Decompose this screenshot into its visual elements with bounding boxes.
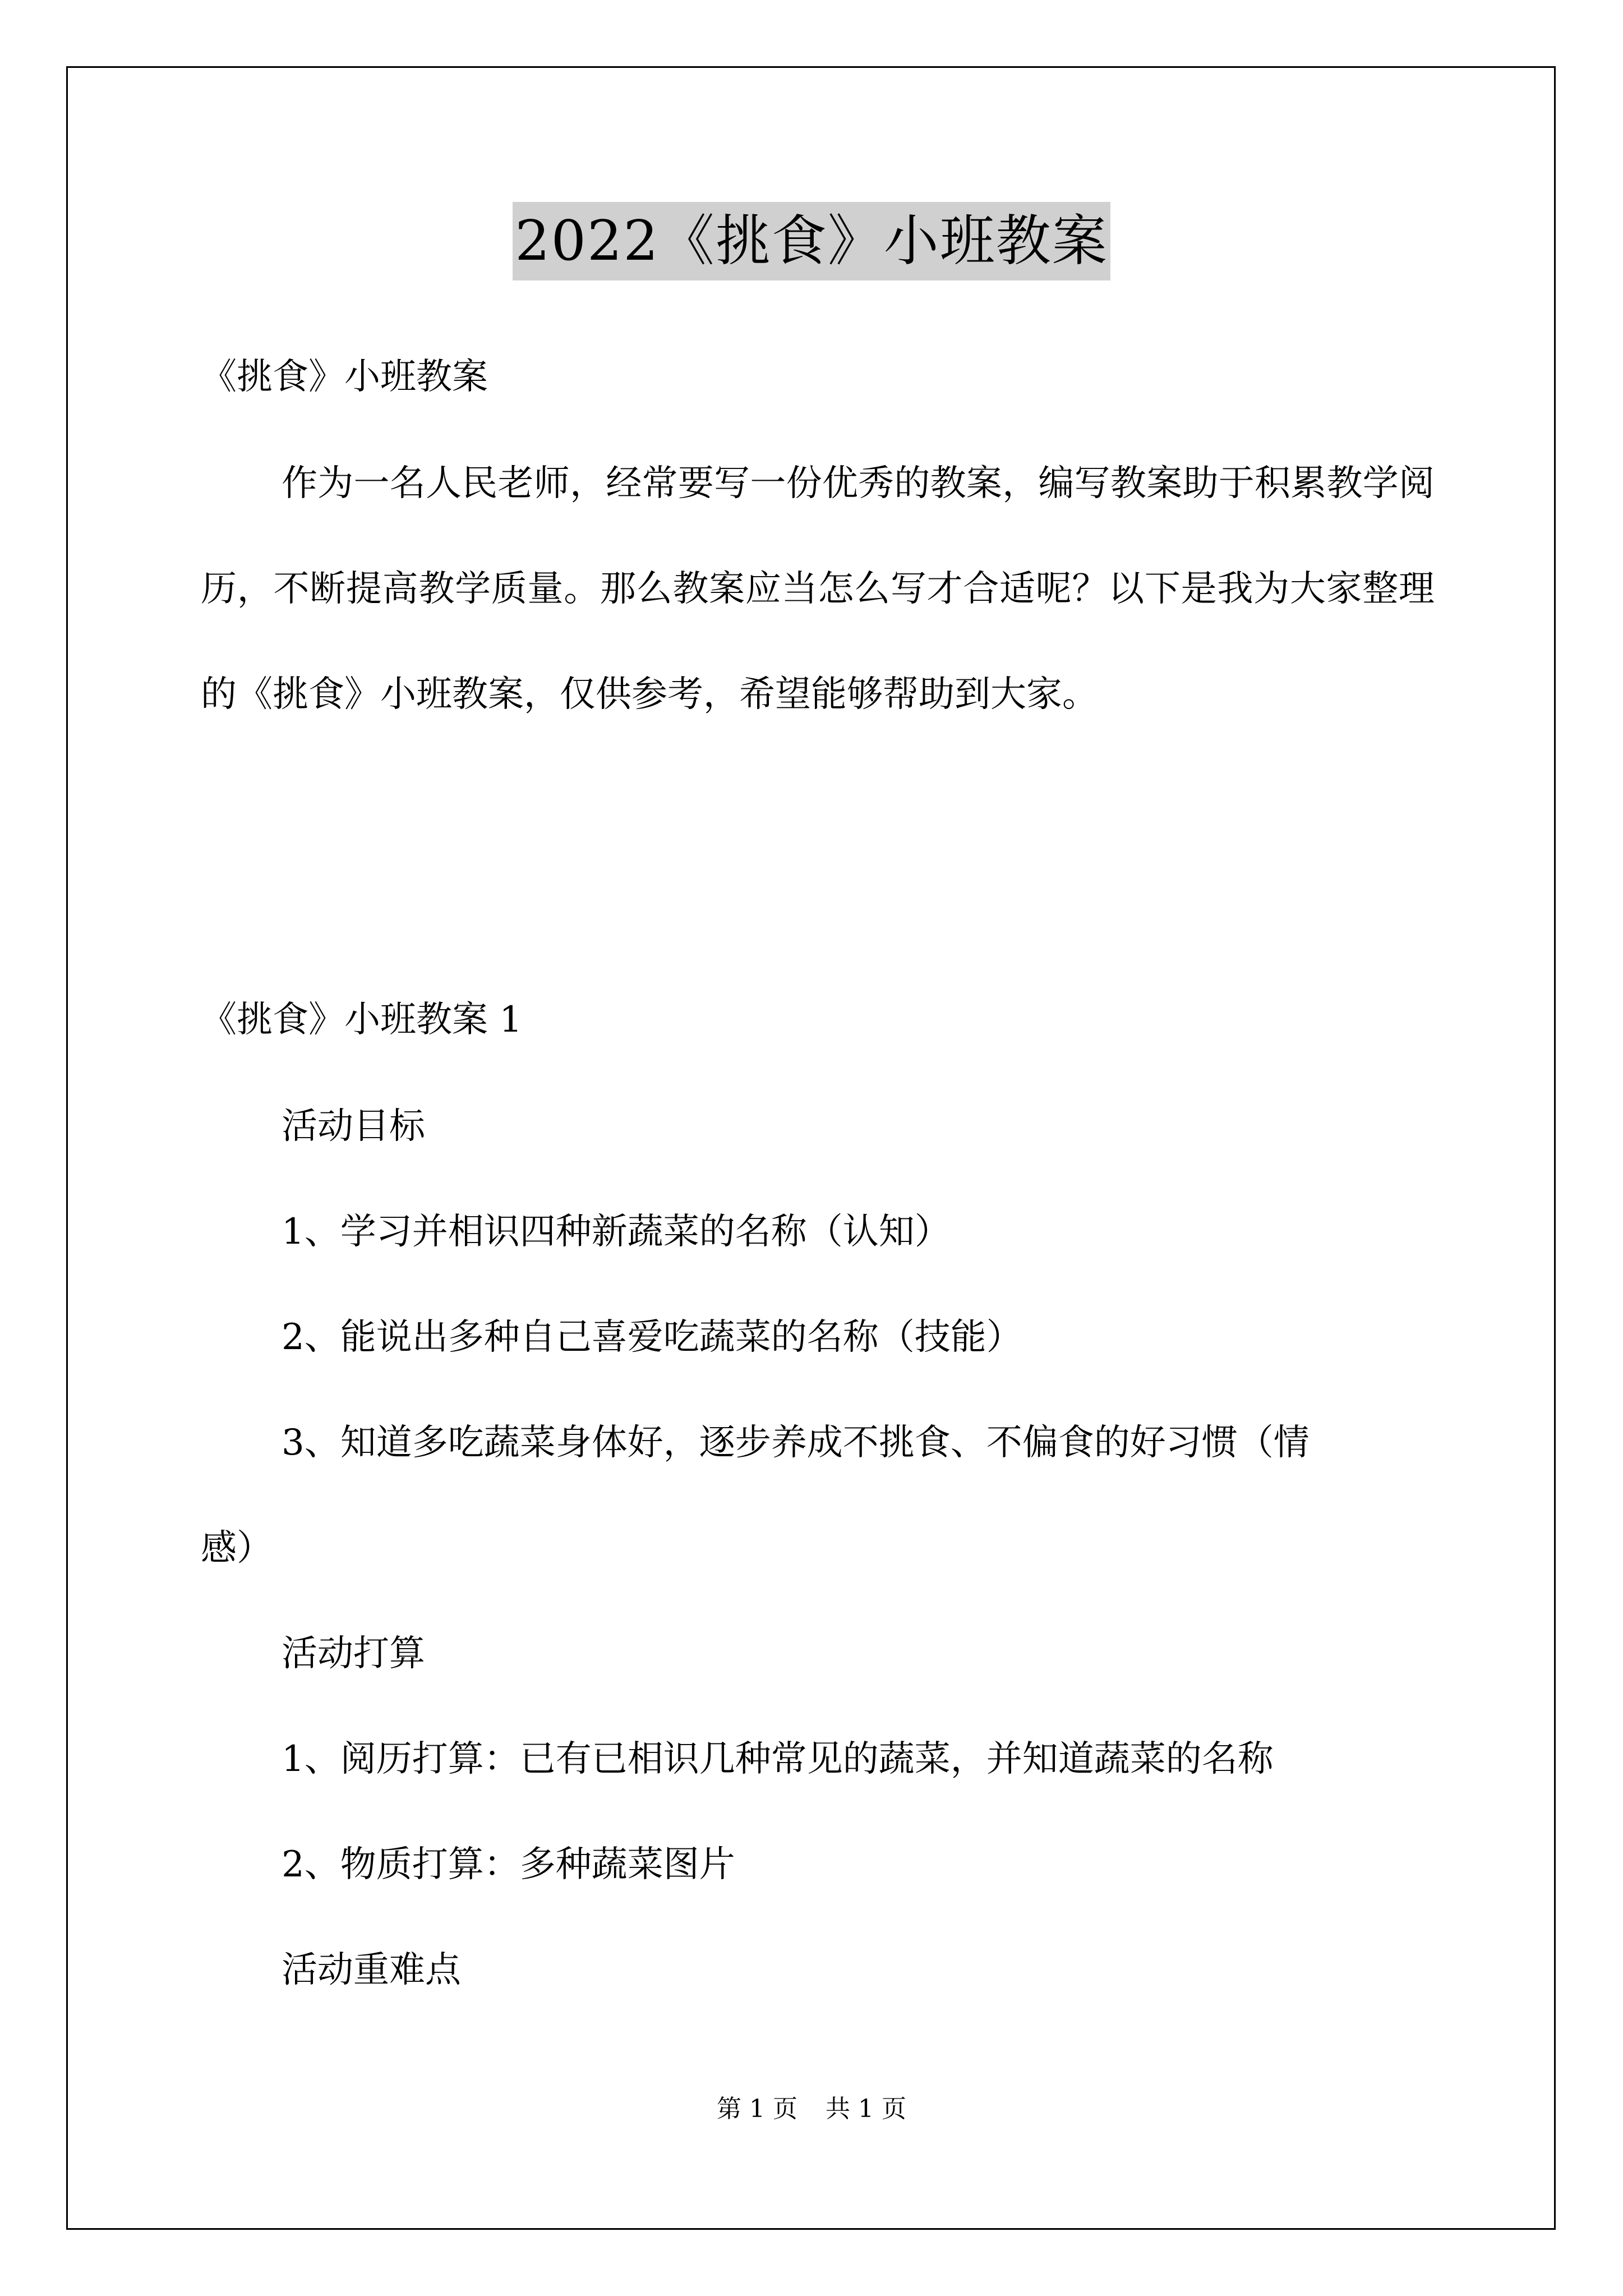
goal-item-3: 3、知道多吃蔬菜身体好，逐步养成不挑食、不偏食的好习惯（情 (282, 1422, 1310, 1464)
prep-item-2: 2、物质打算：多种蔬菜图片 (282, 1844, 735, 1885)
page-footer (0, 2092, 1623, 2126)
section-heading: 《挑食》小班教案 1 (201, 999, 523, 1041)
page-number: 第 1 页 (717, 2095, 797, 2123)
goal-item-1: 1、学习并相识四种新蔬菜的名称（认知） (282, 1211, 951, 1253)
title-container (0, 202, 1623, 280)
goal-item-3-continued: 感） (201, 1527, 273, 1569)
document-subtitle: 《挑食》小班教案 (201, 356, 488, 398)
prep-item-1: 1、阅历打算：已有已相识几种常见的蔬菜，并知道蔬菜的名称 (282, 1738, 1274, 1780)
goal-item-2: 2、能说出多种自己喜爱吃蔬菜的名称（技能） (282, 1317, 1022, 1358)
page-total: 共 1 页 (826, 2095, 906, 2123)
goals-heading: 活动目标 (282, 1106, 425, 1147)
prep-heading: 活动打算 (282, 1633, 425, 1674)
difficulty-heading: 活动重难点 (282, 1949, 461, 1991)
document-title: 2022《挑食》小班教案 (513, 202, 1110, 280)
intro-paragraph: 作为一名人民老师，经常要写一份优秀的教案，编写教案助于积累教学阅历，不断提高教学质量。那么教案应当怎么写才合适呢？以下是我为大家整理的《挑食》小班教案，仅供参考，希望能够帮助到大家。 (201, 463, 1435, 715)
